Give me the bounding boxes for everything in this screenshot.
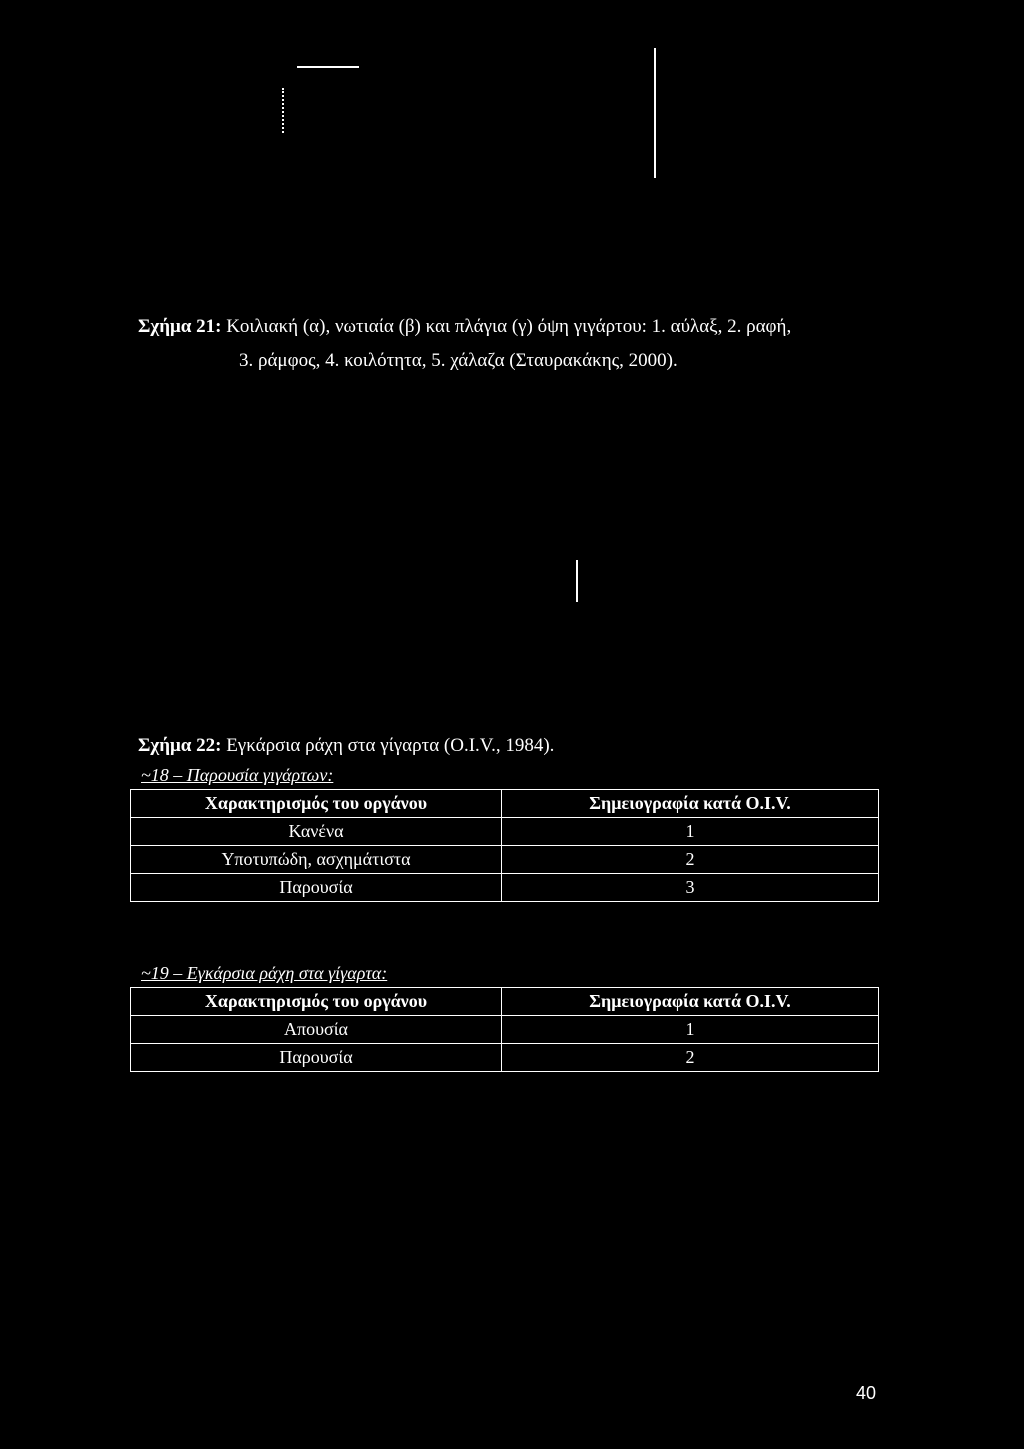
figure-22-label: Σχήμα 22:: [138, 735, 222, 756]
table-cell: Κανένα: [131, 818, 502, 846]
column-header: Σημειογραφία κατά O.I.V.: [502, 988, 879, 1016]
table-cell: 3: [502, 874, 879, 902]
table-cell: 1: [502, 818, 879, 846]
table-cell: 2: [502, 1044, 879, 1072]
figure-21-label: Σχήμα 21:: [138, 316, 222, 337]
table-header-row: [131, 988, 879, 1016]
page-number: 40: [856, 1383, 877, 1403]
table-row: [131, 818, 879, 846]
table-cell: Απουσία: [131, 1016, 502, 1044]
table-header-row: [131, 790, 879, 818]
table-cell: Παρουσία: [131, 1044, 502, 1072]
table-cell: 1: [502, 1016, 879, 1044]
table-18-title: ~18 – Παρουσία γιγάρτων:: [141, 765, 334, 785]
figure-22-text: Εγκάρσια ράχη στα γίγαρτα (O.I.V., 1984).: [221, 735, 555, 756]
column-header: Χαρακτηρισμός του οργάνου: [131, 988, 502, 1016]
table-19: [130, 987, 879, 1072]
figure-21-caption-line-2: 3. ράμφος, 4. κοιλότητα, 5. χάλαζα (Σταυρακάκης, 2000).: [239, 350, 678, 371]
table-cell: 2: [502, 846, 879, 874]
column-header: Χαρακτηρισμός του οργάνου: [131, 790, 502, 818]
table-18: [130, 789, 879, 902]
table-cell: Υποτυπώδη, ασχημάτιστα: [131, 846, 502, 874]
scan-fragment-vertical-line: [654, 48, 656, 178]
table-cell: Παρουσία: [131, 874, 502, 902]
column-header: Σημειογραφία κατά O.I.V.: [502, 790, 879, 818]
table-row: [131, 846, 879, 874]
scan-fragment-dots: [282, 88, 287, 133]
figure-22-caption: [138, 736, 554, 755]
table-row: [131, 1044, 879, 1072]
figure-21-text: Κοιλιακή (α), νωτιαία (β) και πλάγια (γ) όψη γιγάρτου: 1. αύλαξ, 2. ραφή,: [221, 316, 792, 337]
scan-fragment-vertical-line-2: [576, 560, 578, 602]
table-19-title: ~19 – Εγκάρσια ράχη στα γίγαρτα:: [141, 963, 388, 983]
table-row: [131, 874, 879, 902]
figure-21-caption-line-1: [138, 317, 791, 336]
scan-fragment-line: [297, 66, 359, 68]
table-row: [131, 1016, 879, 1044]
